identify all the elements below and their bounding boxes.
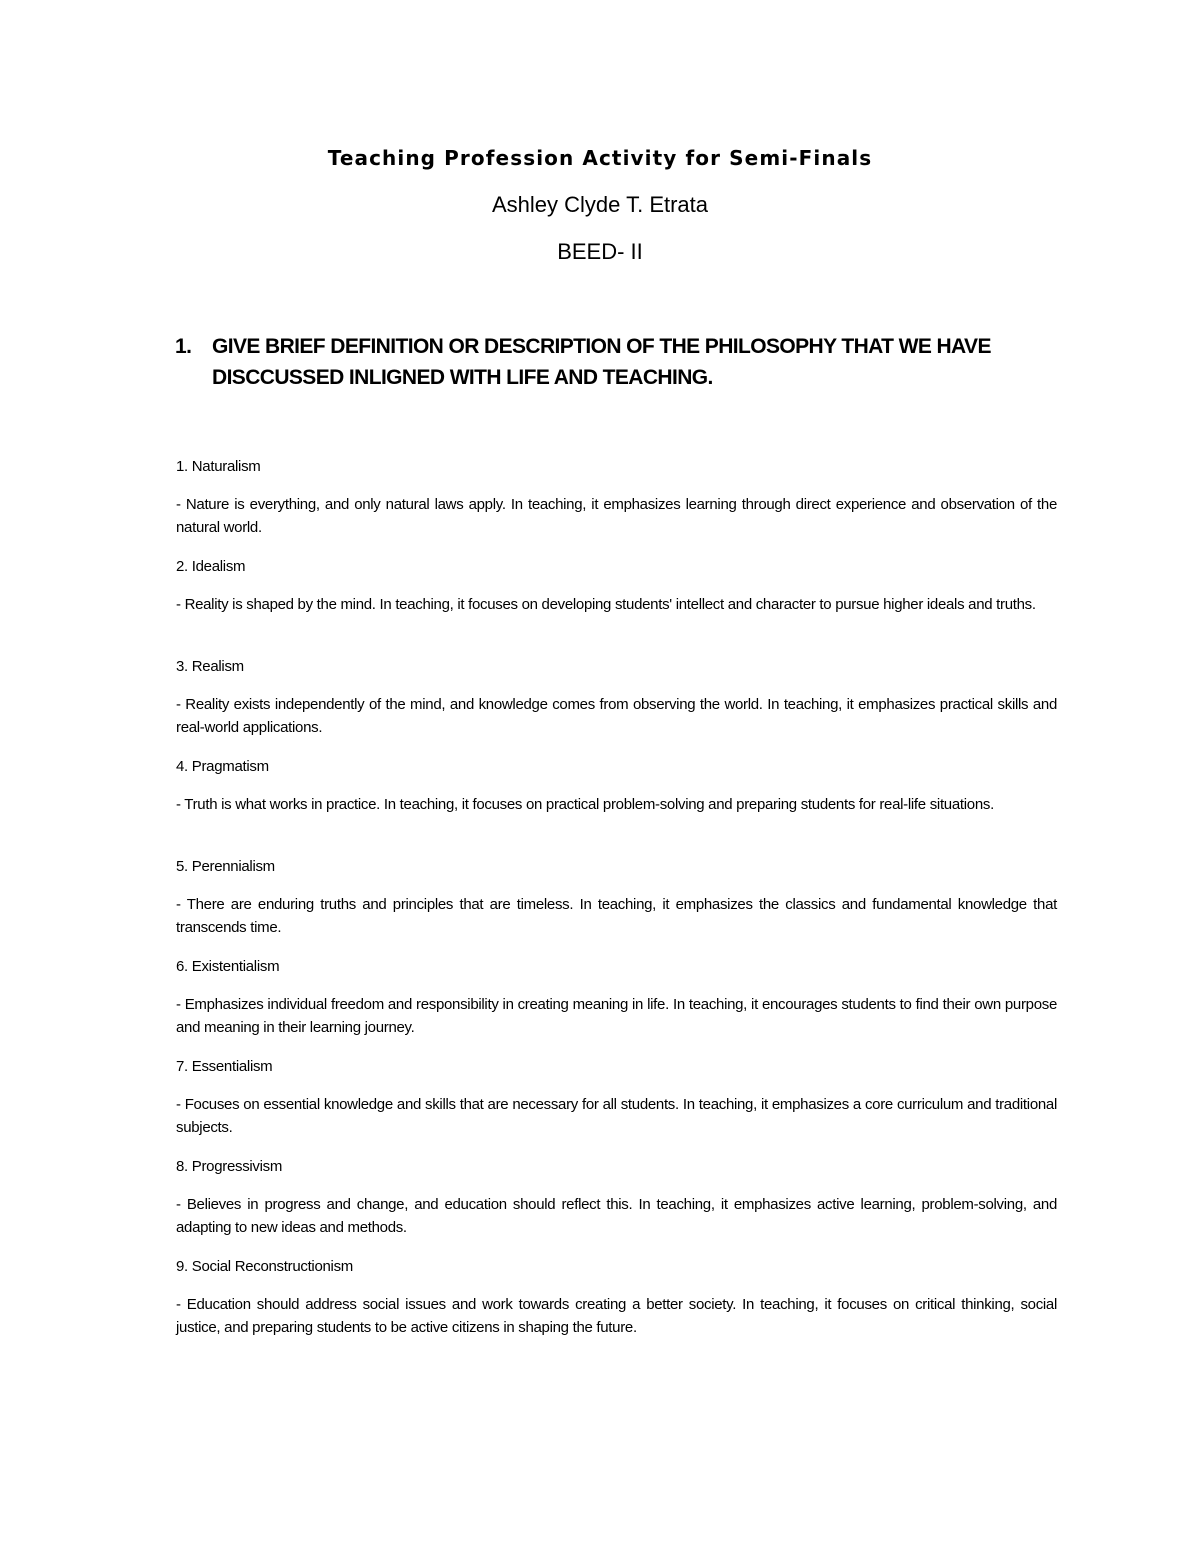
- philosophy-description: - Focuses on essential knowledge and skills that are necessary for all students. In teaching, it emphasizes a core curriculum and traditional subjects.: [176, 1096, 1057, 1136]
- philosophy-description: - There are enduring truths and principles that are timeless. In teaching, it emphasizes the classics and fundamental knowledge that transcends time.: [176, 896, 1057, 936]
- list-item: [176, 955, 1057, 1039]
- course-section: BEED- II: [557, 239, 643, 264]
- question-number: 1.: [175, 335, 192, 358]
- author-name: Ashley Clyde T. Etrata: [491, 192, 709, 217]
- list-item: [176, 555, 1057, 639]
- question-text: GIVE BRIEF DEFINITION OR DESCRIPTION OF THE PHILOSOPHY THAT WE HAVE DISCCUSSED INLIGNED WITH LIFE AND TEACHING.: [212, 335, 991, 389]
- philosophy-description: - Truth is what works in practice. In teaching, it focuses on practical problem-solving and preparing students for real-life situations.: [176, 796, 994, 813]
- list-item: [176, 1055, 1057, 1139]
- philosophy-title: 8. Progressivism: [176, 1158, 283, 1175]
- list-item: [176, 455, 1057, 539]
- philosophy-description: - Reality exists independently of the mind, and knowledge comes from observing the world. In teaching, it emphasizes practical skills and real-world applications.: [176, 696, 1057, 736]
- document-title: Teaching Profession Activity for Semi-Finals: [327, 146, 873, 170]
- philosophy-title: 3. Realism: [176, 658, 244, 675]
- philosophy-title: 7. Essentialism: [176, 1058, 273, 1075]
- document-header: [0, 143, 1200, 267]
- list-item: [176, 1155, 1057, 1239]
- list-item: [176, 755, 1057, 839]
- philosophy-title: 9. Social Reconstructionism: [176, 1258, 353, 1275]
- list-item: [176, 855, 1057, 939]
- philosophy-title: 4. Pragmatism: [176, 758, 269, 775]
- philosophy-description: - Emphasizes individual freedom and responsibility in creating meaning in life. In teaching, it encourages students to find their own purpose and meaning in their learning journey.: [176, 996, 1057, 1036]
- question-heading: [175, 331, 1035, 393]
- philosophy-title: 6. Existentialism: [176, 958, 280, 975]
- list-item: [176, 655, 1057, 739]
- philosophy-title: 5. Perennialism: [176, 858, 275, 875]
- philosophy-title: 1. Naturalism: [176, 458, 261, 475]
- list-item: [176, 1255, 1057, 1339]
- philosophy-description: - Reality is shaped by the mind. In teaching, it focuses on developing students' intellect and character to pursue higher ideals and truths.: [176, 596, 1036, 613]
- philosophy-description: - Nature is everything, and only natural laws apply. In teaching, it emphasizes learning through direct experience and observation of the natural world.: [176, 496, 1057, 536]
- philosophy-description: - Education should address social issues and work towards creating a better society. In teaching, it focuses on critical thinking, social justice, and preparing students to be active citizens in shaping the future.: [176, 1296, 1057, 1336]
- philosophy-title: 2. Idealism: [176, 558, 246, 575]
- philosophy-list: [176, 455, 1057, 1355]
- philosophy-description: - Believes in progress and change, and education should reflect this. In teaching, it emphasizes active learning, problem-solving, and adapting to new ideas and methods.: [176, 1196, 1057, 1236]
